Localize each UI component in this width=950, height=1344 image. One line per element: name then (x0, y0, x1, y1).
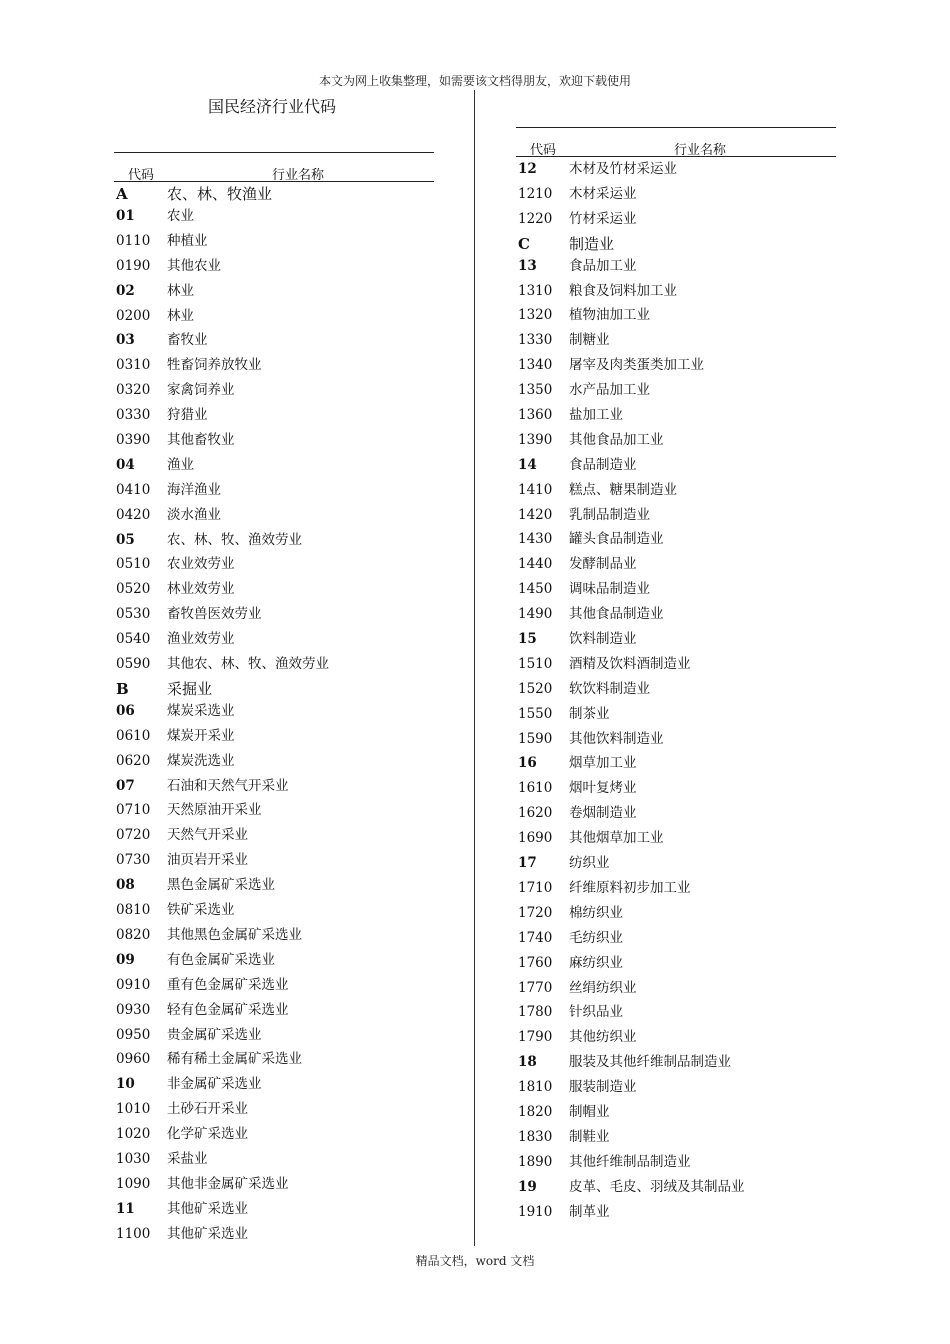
industry-code: 1420 (518, 506, 553, 523)
industry-name: 棉纺织业 (569, 904, 623, 921)
industry-name: 发酵制品业 (569, 556, 637, 573)
table-row (516, 926, 836, 951)
industry-code: 1090 (116, 1175, 151, 1192)
industry-name: 烟叶复烤业 (569, 780, 637, 797)
industry-name: 其他烟草加工业 (569, 830, 664, 847)
table-row (516, 232, 836, 254)
industry-name: 服装及其他纤维制品制造业 (569, 1054, 731, 1071)
table-row (114, 677, 434, 699)
table-row (114, 724, 434, 749)
header-code: 代码 (128, 168, 155, 183)
industry-code: 0610 (116, 727, 151, 744)
industry-code: 1440 (518, 556, 553, 573)
industry-code: 1890 (518, 1153, 553, 1170)
industry-code: 0820 (116, 926, 151, 943)
industry-name: 麻纺织业 (569, 954, 623, 971)
industry-name: 竹材采运业 (569, 210, 637, 227)
industry-name: 贵金属矿采选业 (167, 1026, 262, 1043)
industry-code: 1520 (518, 680, 553, 697)
table-row (114, 823, 434, 848)
industry-code: 1020 (116, 1126, 151, 1143)
industry-code: 0960 (116, 1051, 151, 1068)
industry-name: 牲畜饲养放牧业 (167, 357, 262, 374)
industry-name: 其他矿采选业 (167, 1225, 248, 1242)
industry-code: 0540 (116, 631, 151, 648)
table-row (114, 873, 434, 898)
table-row (114, 798, 434, 823)
industry-name: 饮料制造业 (569, 631, 637, 648)
industry-name: 其他食品加工业 (569, 431, 664, 448)
table-row (516, 1125, 836, 1150)
table-row (114, 577, 434, 602)
industry-code: 1310 (518, 282, 553, 299)
industry-code: 0530 (116, 606, 151, 623)
table-row (516, 503, 836, 528)
industry-name: 乳制品制造业 (569, 506, 650, 523)
industry-name: 制革业 (569, 1203, 610, 1220)
industry-code: 15 (518, 631, 537, 648)
industry-name: 毛纺织业 (569, 929, 623, 946)
table-row (114, 1147, 434, 1172)
industry-code: 1710 (518, 879, 553, 896)
industry-code: 14 (518, 456, 537, 473)
table-row (114, 552, 434, 577)
industry-code: C (518, 234, 530, 253)
industry-name: 海洋渔业 (167, 481, 221, 498)
table-row (114, 204, 434, 229)
table-row (516, 702, 836, 727)
industry-code: 1610 (518, 780, 553, 797)
industry-name: 制造业 (569, 234, 615, 253)
industry-name: 稀有稀土金属矿采选业 (167, 1051, 302, 1068)
industry-code: 1390 (518, 431, 553, 448)
table-row (114, 1097, 434, 1122)
industry-code: 0710 (116, 802, 151, 819)
table-row (114, 1023, 434, 1048)
industry-code: 09 (116, 951, 135, 968)
industry-name: 其他畜牧业 (167, 432, 235, 449)
industry-name: 卷烟制造业 (569, 805, 637, 822)
table-row (516, 1200, 836, 1225)
industry-name: 粮食及饲料加工业 (569, 282, 677, 299)
right-column (516, 127, 836, 1224)
industry-code: 13 (518, 257, 537, 274)
industry-code: 0950 (116, 1026, 151, 1043)
table-row (114, 948, 434, 973)
industry-code: 0410 (116, 481, 151, 498)
industry-name: 罐头食品制造业 (569, 531, 664, 548)
industry-name: 渔业效劳业 (167, 631, 235, 648)
industry-name: 软饮料制造业 (569, 680, 650, 697)
industry-name: 天然原油开采业 (167, 802, 262, 819)
table-row (516, 328, 836, 353)
header-code: 代码 (530, 143, 557, 158)
industry-code: 07 (116, 777, 135, 794)
table-row (516, 1000, 836, 1025)
industry-name: 木材及竹材采运业 (569, 161, 677, 177)
table-row (114, 998, 434, 1023)
industry-name: 种植业 (167, 232, 208, 249)
industry-code: B (116, 679, 129, 698)
table-row (114, 602, 434, 627)
table-row (114, 1047, 434, 1072)
industry-name: 土砂石开采业 (167, 1101, 248, 1118)
industry-code: 18 (518, 1054, 537, 1071)
table-row (516, 303, 836, 328)
industry-name: 天然气开采业 (167, 827, 248, 844)
industry-name: 林业效劳业 (167, 581, 235, 598)
industry-code: 1340 (518, 357, 553, 374)
table-row (114, 182, 434, 204)
table-row (516, 776, 836, 801)
industry-code: 1760 (518, 954, 553, 971)
industry-code: 1830 (518, 1128, 553, 1145)
table-row (114, 304, 434, 329)
industry-code: 1410 (518, 481, 553, 498)
industry-code: 0520 (116, 581, 151, 598)
industry-name: 食品制造业 (569, 456, 637, 473)
table-row (516, 428, 836, 453)
table-row (516, 627, 836, 652)
industry-code: 0730 (116, 852, 151, 869)
table-row (114, 627, 434, 652)
industry-code: 0200 (116, 307, 151, 324)
industry-name: 制糖业 (569, 332, 610, 349)
table-row (516, 279, 836, 304)
industry-code: 0810 (116, 902, 151, 919)
table-row (114, 503, 434, 528)
industry-name: 服装制造业 (569, 1079, 637, 1096)
industry-code: 17 (518, 855, 537, 872)
table-row (516, 727, 836, 752)
industry-name: 有色金属矿采选业 (167, 951, 275, 968)
table-row (516, 951, 836, 976)
industry-name: 其他黑色金属矿采选业 (167, 926, 302, 943)
table-row (516, 403, 836, 428)
header-name: 行业名称 (272, 168, 325, 183)
table-row (516, 976, 836, 1001)
industry-code: 12 (518, 161, 537, 177)
industry-name: 纤维原料初步加工业 (569, 879, 691, 896)
header-name: 行业名称 (674, 143, 727, 158)
industry-name: 铁矿采选业 (167, 902, 235, 919)
table-row (114, 973, 434, 998)
table-row (516, 552, 836, 577)
industry-name: 狩猎业 (167, 407, 208, 424)
table-row (114, 254, 434, 279)
industry-name: 其他农业 (167, 257, 221, 274)
industry-code: 1330 (518, 332, 553, 349)
industry-code: 0110 (116, 232, 151, 249)
industry-code: 08 (116, 877, 135, 894)
table-row (516, 876, 836, 901)
table-row (516, 851, 836, 876)
table-row (114, 848, 434, 873)
industry-code: 0420 (116, 506, 151, 523)
table-row (114, 1122, 434, 1147)
industry-code: 05 (116, 531, 135, 548)
industry-code: 1720 (518, 904, 553, 921)
industry-name: 农业 (167, 208, 194, 224)
table-row (516, 157, 836, 182)
industry-name: 盐加工业 (569, 407, 623, 424)
industry-name: 其他非金属矿采选业 (167, 1175, 289, 1192)
industry-code: 1010 (116, 1101, 151, 1118)
industry-name: 木材采运业 (569, 185, 637, 202)
industry-code: 1450 (518, 581, 553, 598)
industry-name: 屠宰及肉类蛋类加工业 (569, 357, 704, 374)
industry-code: 1590 (518, 730, 553, 747)
industry-name: 酒精及饮料酒制造业 (569, 655, 691, 672)
industry-name: 其他矿采选业 (167, 1200, 248, 1217)
industry-code: 1360 (518, 407, 553, 424)
table-row (114, 353, 434, 378)
industry-name: 采掘业 (167, 679, 213, 698)
industry-code: 1740 (518, 929, 553, 946)
table-row (516, 182, 836, 207)
industry-name: 其他饮料制造业 (569, 730, 664, 747)
table-row (114, 328, 434, 353)
industry-name: 轻有色金属矿采选业 (167, 1001, 289, 1018)
industry-name: 皮革、毛皮、羽绒及其制品业 (569, 1178, 745, 1195)
industry-name: 煤炭开采业 (167, 727, 235, 744)
industry-name: 其他食品制造业 (569, 606, 664, 623)
industry-code: 1030 (116, 1150, 151, 1167)
header-note: 本文为网上收集整理，如需要该文档得朋友，欢迎下载使用 (318, 74, 631, 88)
industry-name: 植物油加工业 (569, 307, 650, 324)
table-row (114, 749, 434, 774)
table-row (516, 207, 836, 232)
industry-code: 1690 (518, 830, 553, 847)
industry-code: 1430 (518, 531, 553, 548)
industry-code: 1780 (518, 1004, 553, 1021)
table-row (114, 428, 434, 453)
table-row (114, 652, 434, 677)
table-row (114, 699, 434, 724)
industry-code: 03 (116, 332, 135, 349)
industry-code: 0620 (116, 752, 151, 769)
table-row (114, 279, 434, 304)
industry-code: 1620 (518, 805, 553, 822)
column-divider (474, 90, 475, 1246)
industry-code: 1490 (518, 606, 553, 623)
table-row (516, 1075, 836, 1100)
table-row (516, 602, 836, 627)
industry-code: 1790 (518, 1029, 553, 1046)
industry-code: A (116, 185, 128, 203)
table-row (114, 898, 434, 923)
table-row (516, 353, 836, 378)
table-row (516, 254, 836, 279)
table-row (516, 1025, 836, 1050)
industry-name: 其他纤维制品制造业 (569, 1153, 691, 1170)
industry-code: 02 (116, 282, 135, 299)
industry-code: 0720 (116, 827, 151, 844)
table-row (114, 1197, 434, 1222)
industry-code: 1550 (518, 705, 553, 722)
industry-name: 糕点、糖果制造业 (569, 481, 677, 498)
table-row (516, 751, 836, 776)
industry-name: 农、林、牧、渔效劳业 (167, 531, 302, 548)
industry-code: 1210 (518, 185, 553, 202)
industry-code: 01 (116, 208, 135, 224)
industry-name: 石油和天然气开采业 (167, 777, 289, 794)
industry-name: 烟草加工业 (569, 755, 637, 772)
industry-name: 其他农、林、牧、渔效劳业 (167, 656, 329, 673)
industry-code: 1350 (518, 382, 553, 399)
industry-code: 10 (116, 1076, 135, 1093)
industry-name: 淡水渔业 (167, 506, 221, 523)
table-row (516, 1150, 836, 1175)
industry-name: 其他纺织业 (569, 1029, 637, 1046)
industry-name: 化学矿采选业 (167, 1126, 248, 1143)
industry-name: 丝绢纺织业 (569, 979, 637, 996)
industry-code: 16 (518, 755, 537, 772)
table-row (114, 1172, 434, 1197)
table-row (114, 378, 434, 403)
table-row (516, 1175, 836, 1200)
table-row (516, 677, 836, 702)
industry-code: 1810 (518, 1079, 553, 1096)
table-row (516, 577, 836, 602)
industry-name: 农业效劳业 (167, 556, 235, 573)
industry-code: 0930 (116, 1001, 151, 1018)
page-title: 国民经济行业代码 (208, 97, 337, 116)
industry-name: 畜牧兽医效劳业 (167, 606, 262, 623)
industry-name: 水产品加工业 (569, 382, 650, 399)
industry-name: 纺织业 (569, 855, 610, 872)
industry-code: 11 (116, 1200, 135, 1217)
table-row (516, 826, 836, 851)
industry-name: 制帽业 (569, 1103, 610, 1120)
industry-name: 农、林、牧渔业 (167, 185, 273, 203)
industry-name: 针织品业 (569, 1004, 623, 1021)
industry-code: 0910 (116, 976, 151, 993)
industry-name: 调味品制造业 (569, 581, 650, 598)
left-row-list (114, 182, 434, 1247)
industry-name: 食品加工业 (569, 257, 637, 274)
footer-note: 精品文档，word 文档 (415, 1254, 535, 1268)
industry-name: 黑色金属矿采选业 (167, 877, 275, 894)
industry-code: 1220 (518, 210, 553, 227)
table-row (114, 923, 434, 948)
industry-code: 1770 (518, 979, 553, 996)
industry-code: 1510 (518, 655, 553, 672)
industry-name: 煤炭采选业 (167, 702, 235, 719)
industry-name: 煤炭洗选业 (167, 752, 235, 769)
industry-name: 渔业 (167, 456, 194, 473)
table-row (114, 528, 434, 553)
left-column (114, 152, 434, 1247)
industry-code: 0330 (116, 407, 151, 424)
table-row (114, 1222, 434, 1247)
industry-code: 19 (518, 1178, 537, 1195)
industry-code: 0190 (116, 257, 151, 274)
industry-code: 0590 (116, 656, 151, 673)
industry-name: 家禽饲养业 (167, 382, 235, 399)
industry-name: 林业 (167, 307, 194, 324)
table-row (516, 453, 836, 478)
industry-name: 制茶业 (569, 705, 610, 722)
table-header (516, 128, 836, 157)
table-row (114, 403, 434, 428)
industry-code: 0320 (116, 382, 151, 399)
industry-name: 制鞋业 (569, 1128, 610, 1145)
table-row (114, 229, 434, 254)
industry-name: 重有色金属矿采选业 (167, 976, 289, 993)
industry-name: 林业 (167, 282, 194, 299)
table-row (516, 527, 836, 552)
industry-code: 06 (116, 702, 135, 719)
table-row (516, 478, 836, 503)
industry-code: 0390 (116, 432, 151, 449)
table-row (114, 453, 434, 478)
table-row (114, 1072, 434, 1097)
industry-name: 采盐业 (167, 1150, 208, 1167)
industry-code: 04 (116, 456, 135, 473)
table-header (114, 153, 434, 182)
industry-name: 油页岩开采业 (167, 852, 248, 869)
table-row (516, 378, 836, 403)
table-row (516, 1050, 836, 1075)
industry-code: 1100 (116, 1225, 151, 1242)
industry-code: 1320 (518, 307, 553, 324)
industry-code: 1910 (518, 1203, 553, 1220)
right-row-list (516, 157, 836, 1224)
industry-name: 非金属矿采选业 (167, 1076, 262, 1093)
table-row (114, 774, 434, 799)
industry-name: 畜牧业 (167, 332, 208, 349)
industry-code: 0310 (116, 357, 151, 374)
table-row (516, 901, 836, 926)
industry-code: 1820 (518, 1103, 553, 1120)
table-row (516, 1100, 836, 1125)
table-row (114, 478, 434, 503)
industry-code: 0510 (116, 556, 151, 573)
table-row (516, 801, 836, 826)
table-row (516, 652, 836, 677)
